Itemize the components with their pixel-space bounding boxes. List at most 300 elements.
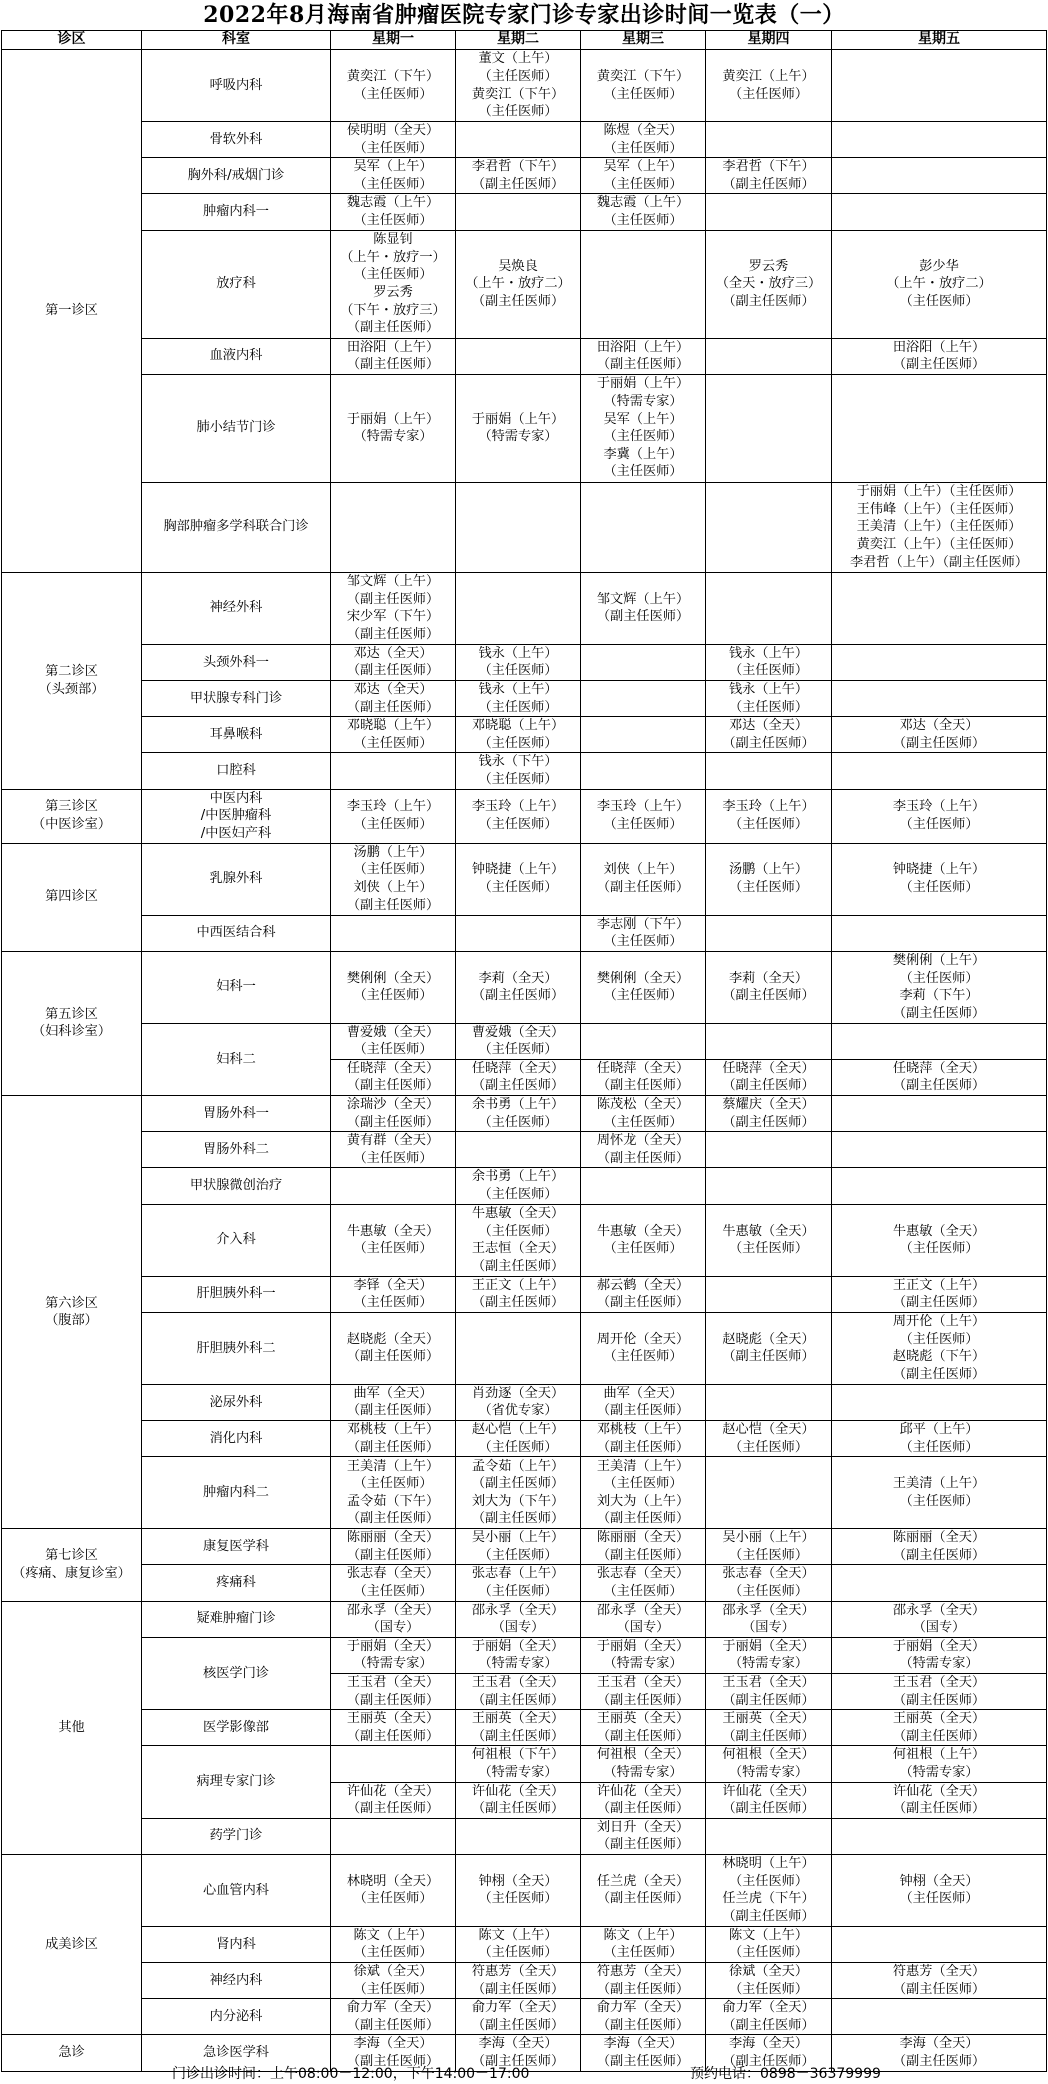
- tuesday-schedule-cell: [456, 789, 581, 843]
- doctor-line: 吴军（上午）: [353, 159, 433, 175]
- doctor-line: 李君哲（上午）（副主任医师）: [849, 554, 1029, 570]
- thursday-schedule-cell: [706, 789, 832, 843]
- friday-schedule-cell: [832, 1963, 1047, 1999]
- doctor-line: 肖劲逐（全天）: [471, 1385, 565, 1401]
- thursday-schedule-cell: [706, 1637, 832, 1673]
- friday-schedule-cell: [832, 1854, 1047, 1926]
- doctor-line: （主任医师）: [899, 970, 979, 986]
- doctor-line: （省优专家）: [478, 1403, 558, 1419]
- doctor-line: 第七诊区: [45, 1548, 98, 1564]
- tuesday-schedule-cell: [456, 1782, 581, 1818]
- thursday-schedule-cell: [706, 122, 832, 158]
- doctor-line: 黄奕江（下午）: [346, 68, 440, 84]
- dept-cell: [142, 1023, 331, 1095]
- dept-row: [2, 1096, 1047, 1132]
- doctor-line: （副主任医师）: [722, 1078, 815, 1094]
- doctor-line: 赵心恺（全天）: [722, 1422, 815, 1437]
- friday-schedule-cell: [832, 1710, 1047, 1746]
- dept-cell: [142, 951, 331, 1023]
- doctor-line: （主任医师）: [603, 1349, 683, 1365]
- doctor-line: 邓晓聪（上午）: [471, 718, 565, 734]
- doctor-line: （主任医师）: [899, 1891, 979, 1907]
- doctor-line: 孟令茹（上午）: [471, 1458, 565, 1474]
- friday-schedule-cell: [832, 122, 1047, 158]
- tuesday-schedule-cell: [456, 1204, 581, 1276]
- doctor-line: （主任医师）: [603, 1583, 683, 1599]
- dept-cell: [142, 843, 331, 915]
- dept-row: [2, 1565, 1047, 1601]
- tuesday-schedule-cell: [456, 1601, 581, 1637]
- monday-schedule-cell: [331, 1673, 456, 1709]
- dept-row: [2, 122, 1047, 158]
- dept-cell: [142, 644, 331, 680]
- doctor-line: 林晓明（全天）: [346, 1873, 440, 1889]
- tuesday-schedule-cell: [456, 951, 581, 1023]
- doctor-line: （主任医师）: [728, 1583, 809, 1599]
- wednesday-schedule-cell: [581, 1421, 706, 1457]
- tuesday-schedule-cell: [456, 1999, 581, 2035]
- doctor-line: 刘大为（上午）: [596, 1493, 690, 1509]
- doctor-line: （副主任医师）: [596, 2017, 690, 2033]
- doctor-line: 魏志霞（上午）: [346, 195, 440, 211]
- thursday-schedule-cell: [706, 50, 832, 122]
- dept-row: [2, 1168, 1047, 1204]
- zone-cell: [2, 50, 142, 573]
- doctor-line: （主任医师）: [899, 1493, 979, 1509]
- wednesday-schedule-cell: [581, 1457, 706, 1529]
- header-dept: 科室: [142, 31, 331, 50]
- doctor-line: 任晓萍（全天）: [892, 1060, 986, 1076]
- doctor-line: 宋少军（下午）: [346, 609, 440, 625]
- doctor-line: 李君哲（下午）: [471, 159, 565, 175]
- doctor-line: （副主任医师）: [722, 176, 815, 192]
- doctor-line: （主任医师）: [478, 771, 558, 787]
- doctor-line: 吴小丽（上午）: [722, 1530, 815, 1546]
- doctor-line: （副主任医师）: [596, 1728, 690, 1744]
- doctor-line: 胸外科/戒烟门诊: [187, 167, 285, 183]
- monday-schedule-cell: [331, 1276, 456, 1312]
- doctor-line: 任晓萍（全天）: [722, 1060, 815, 1076]
- dept-row: [2, 717, 1047, 753]
- dept-row: [2, 1312, 1047, 1384]
- dept-row: [2, 158, 1047, 194]
- dept-cell: [142, 1926, 331, 1962]
- tuesday-schedule-cell: [456, 1926, 581, 1962]
- doctor-line: 王玉君（全天）: [471, 1674, 565, 1690]
- doctor-line: （主任医师）: [353, 267, 433, 283]
- monday-schedule-cell: [331, 1132, 456, 1168]
- doctor-line: （副主任医师）: [892, 1728, 986, 1744]
- doctor-line: （主任医师）: [603, 817, 683, 832]
- doctor-line: 消化内科: [209, 1430, 263, 1446]
- doctor-line: 第五诊区: [45, 1006, 98, 1022]
- doctor-line: 陈文（上午）: [478, 1927, 558, 1943]
- doctor-line: （主任医师）: [353, 988, 433, 1004]
- doctor-line: 钱永（上午）: [728, 681, 809, 697]
- doctor-line: （副主任医师）: [596, 1801, 690, 1817]
- doctor-line: 王美清（上午）: [596, 1458, 690, 1474]
- doctor-line: 妇科一: [216, 979, 256, 995]
- doctor-line: （疼痛、康复诊室）: [12, 1565, 131, 1581]
- doctor-line: （副主任医师）: [346, 357, 440, 373]
- dept-cell: [142, 1854, 331, 1926]
- doctor-line: 符惠芳（全天）: [596, 1964, 690, 1980]
- doctor-line: 疼痛科: [216, 1575, 256, 1591]
- doctor-line: 林晓明（上午）: [722, 1856, 815, 1872]
- doctor-line: 李海（全天）: [899, 2036, 979, 2052]
- monday-schedule-cell: [331, 1782, 456, 1818]
- friday-schedule-cell: [832, 1746, 1047, 1782]
- doctor-line: 邓晓聪（上午）: [346, 718, 440, 734]
- doctor-line: （特需专家）: [603, 1656, 683, 1672]
- friday-schedule-cell: [832, 230, 1047, 338]
- tuesday-schedule-cell: [456, 1710, 581, 1746]
- monday-schedule-cell: [331, 1637, 456, 1673]
- doctor-line: （主任医师）: [603, 1114, 683, 1130]
- doctor-line: 李玉玲（上午）: [596, 799, 690, 815]
- thursday-schedule-cell: [706, 1673, 832, 1709]
- tuesday-schedule-cell: [456, 1746, 581, 1782]
- doctor-line: 第四诊区: [45, 889, 98, 905]
- thursday-schedule-cell: [706, 717, 832, 753]
- doctor-line: 口腔科: [216, 763, 256, 779]
- doctor-line: （副主任医师）: [346, 1078, 440, 1094]
- doctor-line: 黄奕江（上午）（主任医师）: [856, 537, 1022, 553]
- wednesday-schedule-cell: [581, 158, 706, 194]
- friday-schedule-cell: [832, 1096, 1047, 1132]
- doctor-line: 李志刚（下午）: [596, 916, 690, 932]
- doctor-line: 曲军（全天）: [603, 1385, 683, 1401]
- doctor-line: （副主任医师）: [471, 1692, 565, 1708]
- friday-schedule-cell: [832, 1421, 1047, 1457]
- tuesday-schedule-cell: [456, 1096, 581, 1132]
- doctor-line: （副主任医师）: [892, 1366, 986, 1382]
- header-wednesday: 星期三: [581, 31, 706, 50]
- doctor-line: 陈茂松（全天）: [596, 1097, 690, 1113]
- doctor-line: （副主任医师）: [346, 320, 440, 336]
- doctor-line: （主任医师）: [899, 1439, 979, 1455]
- friday-schedule-cell: [832, 789, 1047, 843]
- dept-cell: [142, 1168, 331, 1204]
- doctor-line: （主任医师）: [478, 68, 558, 84]
- tuesday-schedule-cell: [456, 1421, 581, 1457]
- doctor-line: 肾内科: [216, 1936, 256, 1952]
- tuesday-schedule-cell: [456, 915, 581, 951]
- doctor-line: 肺小结节门诊: [196, 420, 276, 436]
- dept-row: [2, 1601, 1047, 1637]
- doctor-line: 樊俐俐（上午）: [892, 953, 986, 968]
- doctor-line: 郝云鹤（全天）: [596, 1277, 690, 1293]
- tuesday-schedule-cell: [456, 1565, 581, 1601]
- doctor-line: 于丽娟（上午）: [596, 376, 690, 392]
- monday-schedule-cell: [331, 951, 456, 1023]
- doctor-line: （腹部）: [45, 1313, 98, 1329]
- booking-phone: 预约电话：0898－36379999: [690, 2066, 881, 2082]
- thursday-schedule-cell: [706, 1963, 832, 1999]
- doctor-line: （主任医师）: [899, 817, 979, 832]
- thursday-schedule-cell: [706, 1529, 832, 1565]
- doctor-line: （主任医师）: [478, 1583, 558, 1599]
- doctor-line: 肿瘤内科二: [203, 1484, 269, 1500]
- dept-row: [2, 1421, 1047, 1457]
- doctor-line: （全天・放疗三）: [715, 276, 822, 292]
- doctor-line: 陈煜（全天）: [603, 123, 683, 138]
- doctor-line: （主任医师）: [728, 1547, 809, 1563]
- doctor-line: （主任医师）: [899, 880, 979, 895]
- dept-cell: [142, 789, 331, 843]
- thursday-schedule-cell: [706, 1168, 832, 1204]
- wednesday-schedule-cell: [581, 1059, 706, 1095]
- monday-schedule-cell: [331, 572, 456, 644]
- doctor-line: （副主任医师）: [346, 626, 440, 642]
- doctor-line: 邓达（全天）: [728, 718, 809, 734]
- friday-schedule-cell: [832, 1565, 1047, 1601]
- zone-cell: [2, 572, 142, 789]
- wednesday-schedule-cell: [581, 1854, 706, 1926]
- doctor-line: （主任医师）: [603, 86, 683, 102]
- monday-schedule-cell: [331, 1384, 456, 1420]
- doctor-line: 张志春（全天）: [596, 1566, 690, 1582]
- thursday-schedule-cell: [706, 1023, 832, 1059]
- doctor-line: 胃肠外科一: [203, 1105, 269, 1121]
- doctor-line: 许仙花（全天）: [892, 1783, 986, 1799]
- doctor-line: 肝胆胰外科二: [196, 1340, 276, 1356]
- doctor-line: 王志恒（全天）: [471, 1241, 565, 1257]
- doctor-line: （特需专家）: [353, 429, 433, 445]
- doctor-line: （特需专家）: [899, 1764, 979, 1780]
- doctor-line: 钱永（下午）: [478, 754, 558, 770]
- doctor-line: （副主任医师）: [892, 1801, 986, 1817]
- doctor-line: 张志春（全天）: [722, 1566, 815, 1582]
- friday-schedule-cell: [832, 1204, 1047, 1276]
- wednesday-schedule-cell: [581, 1673, 706, 1709]
- doctor-line: （主任医师）: [728, 880, 809, 895]
- dept-cell: [142, 1096, 331, 1132]
- doctor-line: 陈文（上午）: [603, 1927, 683, 1943]
- doctor-line: （副主任医师）: [892, 1005, 986, 1021]
- doctor-line: （主任医师）: [728, 1439, 809, 1455]
- friday-schedule-cell: [832, 194, 1047, 230]
- doctor-line: 樊俐俐（全天）: [596, 970, 690, 986]
- doctor-line: （主任医师）: [353, 1891, 433, 1907]
- doctor-line: （副主任医师）: [892, 735, 986, 751]
- doctor-line: 王美清（上午）: [346, 1458, 440, 1474]
- wednesday-schedule-cell: [581, 915, 706, 951]
- friday-schedule-cell: [832, 572, 1047, 644]
- doctor-line: （上午・放疗一）: [340, 249, 446, 265]
- wednesday-schedule-cell: [581, 374, 706, 482]
- dept-row: [2, 1276, 1047, 1312]
- doctor-line: 甲状腺专科门诊: [189, 690, 283, 706]
- doctor-line: 中西医结合科: [196, 925, 276, 941]
- doctor-line: 罗云秀: [373, 285, 413, 301]
- doctor-line: 涂瑞沙（全天）: [346, 1097, 440, 1113]
- monday-schedule-cell: [331, 717, 456, 753]
- dept-row: [2, 1457, 1047, 1529]
- doctor-line: 药学门诊: [209, 1828, 263, 1844]
- friday-schedule-cell: [832, 374, 1047, 482]
- doctor-line: 符惠芳（全天）: [471, 1964, 565, 1980]
- doctor-line: 吴小丽（上午）: [471, 1530, 565, 1546]
- dept-cell: [142, 1963, 331, 1999]
- wednesday-schedule-cell: [581, 843, 706, 915]
- doctor-line: （副主任医师）: [596, 1981, 690, 1997]
- doctor-line: （主任医师）: [728, 663, 809, 679]
- doctor-line: 俞力军（全天）: [471, 2000, 565, 2016]
- doctor-line: 邹文辉（上午）: [346, 574, 440, 590]
- header-row: [2, 31, 1047, 50]
- tuesday-schedule-cell: [456, 680, 581, 716]
- doctor-line: （副主任医师）: [596, 1078, 690, 1094]
- doctor-line: 侯明明（全天）: [346, 123, 440, 138]
- doctor-line: （副主任医师）: [471, 1801, 565, 1817]
- doctor-line: （主任医师）: [899, 293, 979, 309]
- doctor-line: （主任医师）: [603, 429, 683, 445]
- doctor-line: 钟栩（全天）: [899, 1873, 979, 1889]
- dept-cell: [142, 1746, 331, 1818]
- doctor-line: 王玉君（全天）: [892, 1674, 986, 1690]
- tuesday-schedule-cell: [456, 158, 581, 194]
- monday-schedule-cell: [331, 680, 456, 716]
- wednesday-schedule-cell: [581, 951, 706, 1023]
- doctor-line: （妇科诊室）: [31, 1024, 112, 1040]
- doctor-line: 刘侠（上午）: [603, 862, 683, 878]
- doctor-line: 何祖根（下午）: [471, 1747, 565, 1763]
- doctor-line: 曲军（全天）: [353, 1385, 433, 1401]
- doctor-line: 成美诊区: [45, 1936, 98, 1952]
- doctor-line: 钟栩（全天）: [478, 1873, 558, 1889]
- monday-schedule-cell: [331, 194, 456, 230]
- dept-cell: [142, 122, 331, 158]
- doctor-line: 周怀龙（全天）: [596, 1133, 690, 1149]
- dept-row: [2, 1637, 1047, 1673]
- doctor-line: （副主任医师）: [471, 1078, 565, 1094]
- doctor-line: （主任医师）: [728, 1981, 809, 1997]
- doctor-line: 赵心恺（上午）: [471, 1422, 565, 1437]
- doctor-line: 王正文（上午）: [892, 1277, 986, 1293]
- friday-schedule-cell: [832, 644, 1047, 680]
- footer: [0, 2064, 1048, 2084]
- doctor-line: （副主任医师）: [722, 2017, 815, 2033]
- monday-schedule-cell: [331, 1926, 456, 1962]
- doctor-line: （主任医师）: [353, 735, 433, 751]
- doctor-line: 王玉君（全天）: [722, 1674, 815, 1690]
- monday-schedule-cell: [331, 1059, 456, 1095]
- doctor-line: （副主任医师）: [346, 1547, 440, 1563]
- doctor-line: 田浴阳（上午）: [346, 339, 440, 355]
- monday-schedule-cell: [331, 644, 456, 680]
- wednesday-schedule-cell: [581, 644, 706, 680]
- wednesday-schedule-cell: [581, 1999, 706, 2035]
- doctor-line: （副主任医师）: [722, 1801, 815, 1817]
- doctor-line: （主任医师）: [353, 1945, 433, 1961]
- friday-schedule-cell: [832, 753, 1047, 789]
- friday-schedule-cell: [832, 482, 1047, 572]
- doctor-line: 赵晓彪（全天）: [722, 1331, 815, 1347]
- doctor-line: 俞力军（全天）: [346, 2000, 440, 2016]
- doctor-line: 任兰虎（全天）: [596, 1873, 690, 1889]
- dept-cell: [142, 680, 331, 716]
- monday-schedule-cell: [331, 158, 456, 194]
- dept-row: [2, 1023, 1047, 1059]
- wednesday-schedule-cell: [581, 572, 706, 644]
- doctor-line: 于丽娟（全天）: [722, 1638, 815, 1654]
- dept-cell: [142, 1999, 331, 2035]
- doctor-line: 李玉玲（上午）: [471, 799, 565, 815]
- monday-schedule-cell: [331, 1168, 456, 1204]
- doctor-line: （副主任医师）: [722, 988, 815, 1004]
- doctor-line: 李冀（上午）: [603, 446, 683, 462]
- wednesday-schedule-cell: [581, 1601, 706, 1637]
- dept-cell: [142, 1529, 331, 1565]
- dept-cell: [142, 1818, 331, 1854]
- doctor-line: 于丽娟（上午）（主任医师）: [856, 484, 1022, 500]
- thursday-schedule-cell: [706, 1926, 832, 1962]
- doctor-line: 呼吸内科: [209, 77, 263, 93]
- tuesday-schedule-cell: [456, 572, 581, 644]
- dept-cell: [142, 915, 331, 951]
- doctor-line: 黄奕江（下午）: [471, 86, 565, 102]
- wednesday-schedule-cell: [581, 1168, 706, 1204]
- doctor-line: 甲状腺微创治疗: [189, 1178, 283, 1194]
- doctor-line: （副主任医师）: [722, 2054, 815, 2070]
- doctor-line: 何祖根（全天）: [596, 1747, 690, 1763]
- doctor-line: 徐斌（全天）: [353, 1964, 433, 1980]
- dept-cell: [142, 1601, 331, 1637]
- friday-schedule-cell: [832, 1673, 1047, 1709]
- thursday-schedule-cell: [706, 644, 832, 680]
- doctor-line: 俞力军（全天）: [596, 2000, 690, 2016]
- doctor-line: 于丽娟（上午）: [346, 411, 440, 427]
- clinic-hours: 门诊出诊时间：上午08:00－12:00，下午14:00－17:00: [172, 2066, 530, 2082]
- doctor-line: 钱永（上午）: [728, 645, 809, 661]
- dept-row: [2, 644, 1047, 680]
- wednesday-schedule-cell: [581, 1963, 706, 1999]
- doctor-line: （主任医师）: [353, 176, 433, 192]
- tuesday-schedule-cell: [456, 374, 581, 482]
- wednesday-schedule-cell: [581, 50, 706, 122]
- doctor-line: 王丽英（全天）: [471, 1711, 565, 1727]
- page-title: 2022年8月海南省肿瘤医院专家门诊专家出诊时间一览表（一）: [203, 2, 845, 28]
- doctor-line: 病理专家门诊: [196, 1774, 276, 1790]
- zone-cell: [2, 951, 142, 1095]
- doctor-line: 何祖根（全天）: [722, 1747, 815, 1763]
- dept-cell: [142, 230, 331, 338]
- doctor-line: 李海（全天）: [728, 2036, 809, 2052]
- doctor-line: 李玉玲（上午）: [722, 799, 815, 815]
- zone-cell: [2, 843, 142, 951]
- wednesday-schedule-cell: [581, 1204, 706, 1276]
- doctor-line: （主任医师）: [353, 1150, 433, 1166]
- doctor-line: 刘侠（上午）: [353, 880, 433, 895]
- thursday-schedule-cell: [706, 1782, 832, 1818]
- doctor-line: 介入科: [216, 1232, 256, 1248]
- dept-row: [2, 1710, 1047, 1746]
- thursday-schedule-cell: [706, 1059, 832, 1095]
- doctor-line: （主任医师）: [353, 1241, 433, 1257]
- doctor-line: 于丽娟（上午）: [471, 411, 565, 427]
- thursday-schedule-cell: [706, 1457, 832, 1529]
- doctor-line: （副主任医师）: [471, 1476, 565, 1492]
- tuesday-schedule-cell: [456, 1276, 581, 1312]
- doctor-line: 黄有群（全天）: [346, 1133, 440, 1149]
- doctor-line: 于丽娟（全天）: [346, 1638, 440, 1654]
- doctor-line: （主任医师）: [603, 212, 683, 228]
- doctor-line: 邵永孚（全天）: [892, 1602, 986, 1618]
- doctor-line: （副主任医师）: [722, 1692, 815, 1708]
- doctor-line: 陈丽丽（全天）: [892, 1530, 986, 1546]
- monday-schedule-cell: [331, 1710, 456, 1746]
